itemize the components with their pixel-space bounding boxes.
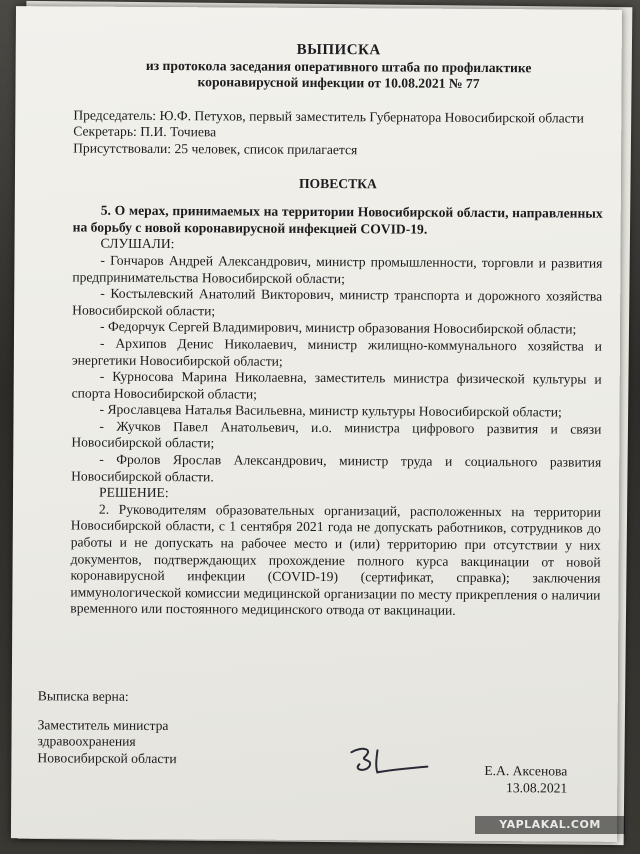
speaker-item: - Федорчук Сергей Владимирович, министр образования Новосибирской области; [100,318,577,337]
decision-text: 2. Руководителям образовательных организаций, расположенных на территории Новосибирской области, с 1 сентября 2021 года не допускать работников, сотрудников до работы и не допускать на рабочее место и (или) территорию при отсутствии у них документов, подтверждающих прохождение полного курса вакцинации от новой коронавирусной инфекции (COVID-19) (сертификат, справка); заключения иммунологической комиссии медицинской организации по месту прикрепления о наличии временного или постоянного медицинского отвода от вакцинации. [70,501,601,619]
speakers-list [71,252,602,488]
present-line: Присутствовали: 25 человек, список прилагается [73,140,358,158]
speaker-item: - Жучков Павел Анатольевич, и.о. министра цифрового развития и связи Новосибирской области; [71,418,602,451]
position-line: Новосибирской области [37,750,177,766]
verified-label: Выписка верна: [37,688,129,704]
position-line: Заместитель министра [37,716,169,733]
agenda-heading: ПОВЕСТКА [298,175,377,191]
speaker-item: - Гончаров Андрей Александрович, министр промышленности, торговли и развития предпринимательства Новосибирской области; [72,252,603,286]
agenda-item: 5. О мерах, принимаемых на территории Новосибирской области, направленных на борьбу с новой коронавирусной инфекцией COVID-19. [72,202,603,237]
signer-name: Е.А. Аксенова [484,763,568,779]
handwritten-signature [343,744,433,779]
speaker-item: - Курносова Марина Николаевна, заместитель министра физической культуры и спорта Новосибирской области; [71,368,602,402]
chairman-line: Председатель: Ю.Ф. Петухов, первый заместитель Губернатора Новосибирской области [73,107,584,126]
signature-date: 13.08.2021 [506,779,568,796]
document-body [70,35,604,621]
signature-block [37,688,578,796]
speaker-item: - Ярославцева Наталья Васильевна, министр культуры Новосибирской области; [99,401,562,420]
heard-label: СЛУШАЛИ: [100,236,175,252]
document-subtitle-line1: из протокола заседания оперативного штаба по профилактике [145,57,532,75]
secretary-line: Секретарь: П.И. Точиева [73,123,217,140]
speaker-item: - Костылевский Анатолий Викторович, министр транспорта и дорожного хозяйства Новосибирской области; [72,285,603,319]
signer-details [484,763,567,797]
document-subtitle-line2: коронавирусной инфекции от 10.08.2021 № 77 [197,74,480,92]
document-page [11,6,622,842]
signer-position [37,688,277,768]
document-title: ВЫПИСКА [296,41,381,59]
position-line: здравоохранения [37,733,136,750]
site-watermark: YAPLAKAL.COM [475,816,625,834]
speaker-item: - Фролов Ярослав Александрович, министр труда и социального развития Новосибирской области. [71,451,602,485]
speaker-item: - Архипов Денис Николаевич, министр жилищно-коммунального хозяйства и энергетики Новосибирской области; [71,335,602,369]
decision-label: РЕШЕНИЕ: [98,484,169,501]
